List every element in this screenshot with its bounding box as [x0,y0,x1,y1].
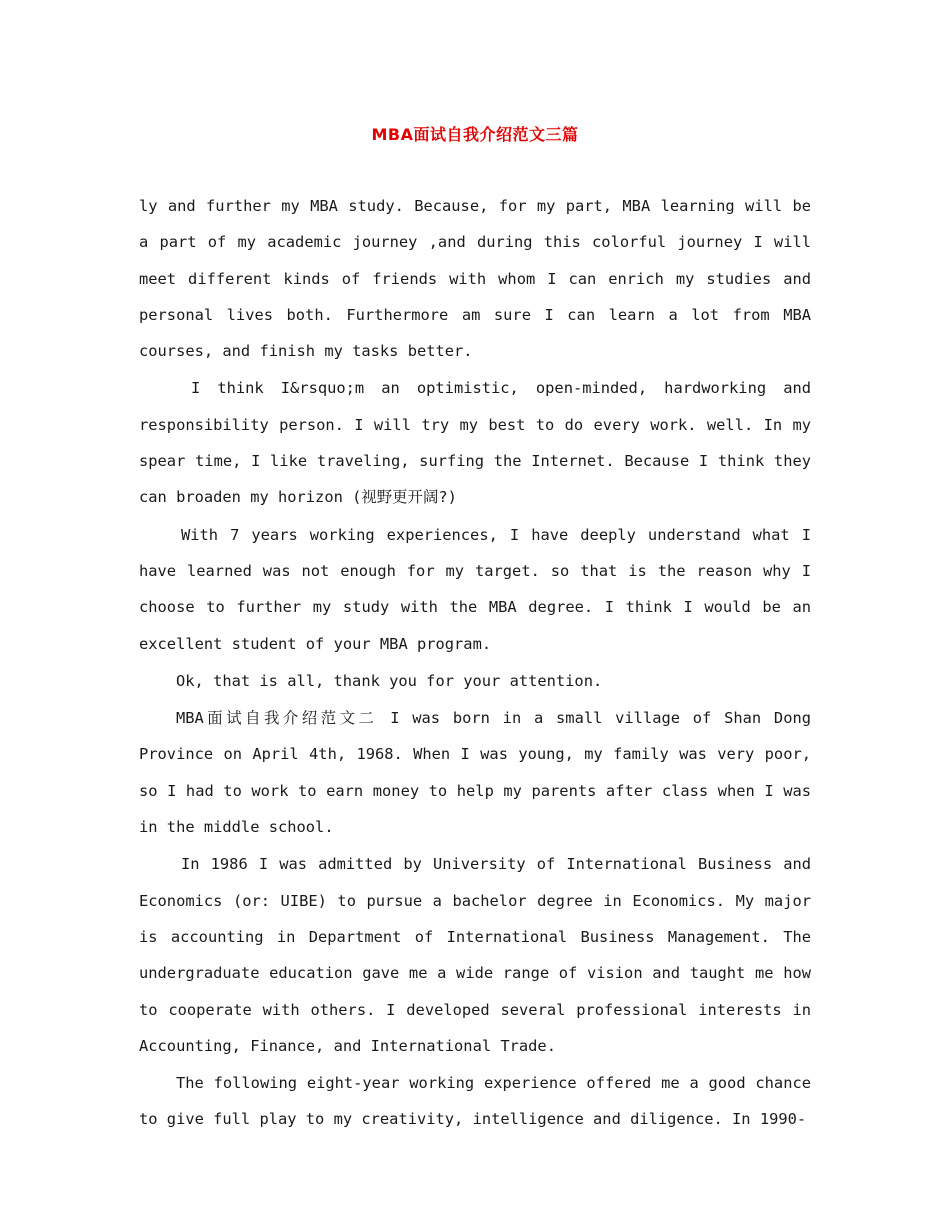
paragraph-4: Ok, that is all, thank you for your attention. [176,671,603,690]
document-body [139,188,811,1139]
page-title: MBA面试自我介绍范文三篇 [371,125,579,144]
paragraph-1: ly and further my MBA study. Because, for my part, MBA learning will be a part of my academic journey ,and during this colorful journey I will meet different kinds of friends with whom I can enrich my studies and personal lives both. Furthermore am sure I can learn a lot from MBA courses, and finish my tasks better. [139,197,811,361]
paragraph-6: In 1986 I was admitted by University of International Business and Economics (or: UIBE) to pursue a bachelor degree in Economics. My major is accounting in Department of International Business Management. The undergraduate education gave me a wide range of vision and taught me how to cooperate with others. I developed several professional interests in Accounting, Finance, and International Trade. [139,855,811,1055]
paragraph-5: MBA面试自我介绍范文二 I was born in a small village of Shan Dong Province on April 4th, 1968. When I was young, my family was very poor, so I had to work to earn money to help my parents after class when I was in the middle school. [139,709,811,837]
paragraph-7: The following eight-year working experience offered me a good chance to give full play to my creativity, intelligence and diligence. In 1990- [139,1074,811,1129]
paragraph-3: With 7 years working experiences, I have deeply understand what I have learned was not enough for my target. so that is the reason why I choose to further my study with the MBA degree. I think I would be an excellent student of your MBA program. [139,525,811,653]
paragraph-2: I think I&rsquo;m an optimistic, open-minded, hardworking and responsibility person. I will try my best to do every work. well. In my spear time, I like traveling, surfing the Internet. Because I think they can broaden my horizon (视野更开阔?) [139,379,811,507]
